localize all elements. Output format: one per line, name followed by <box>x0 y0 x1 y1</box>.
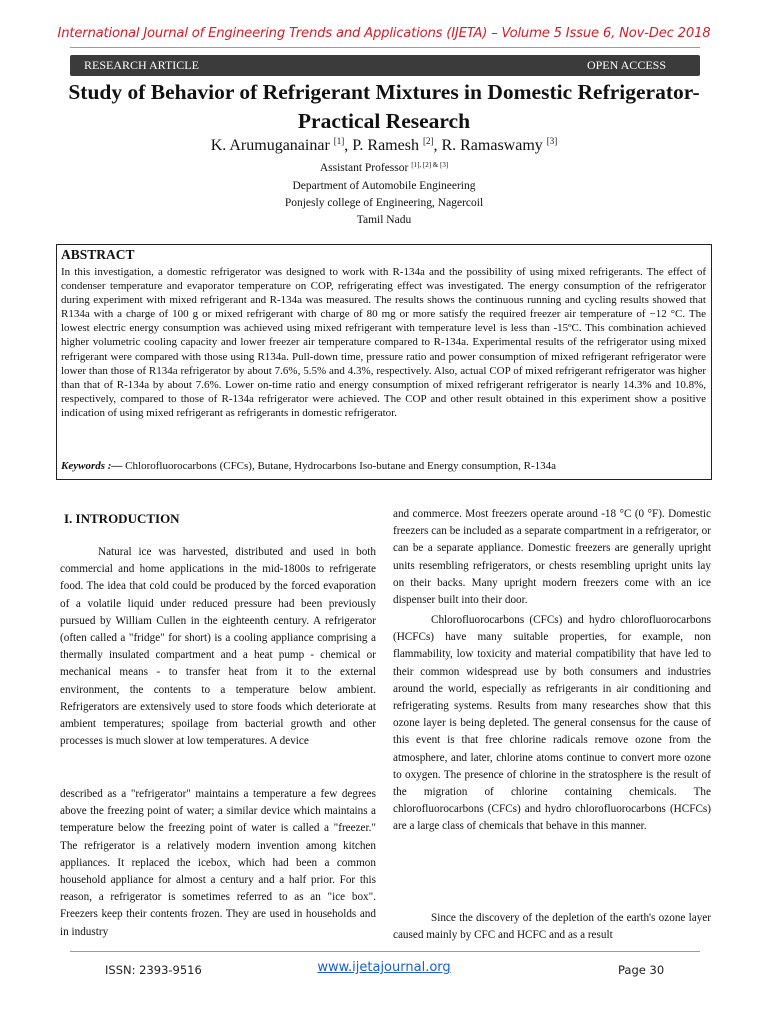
journal-website-link[interactable]: www.ijetajournal.org <box>317 960 451 975</box>
paragraph: Since the discovery of the depletion of the earth's ozone layer caused mainly by CFC and HCFC and as a result <box>393 912 711 942</box>
author-name: P. Ramesh <box>352 137 419 154</box>
open-access-label: OPEN ACCESS <box>586 58 666 72</box>
page-number: Page 30 <box>618 963 665 977</box>
intro-col2-para2 <box>393 612 711 836</box>
intro-col1-para2 <box>60 786 376 941</box>
author-list: K. Arumuganainar [1], P. Ramesh [2], R. Ramaswamy [3] <box>210 136 558 154</box>
intro-col2-para1 <box>393 506 711 609</box>
abstract-body: In this investigation, a domestic refrigerator was designed to work with R-134a and the possibility of using mixed refrigerants. The effect of condenser temperature and evaporator temperature on COP, refrigerating effect was investigated. The energy consumption of the refrigerator during experiment with mixed refrigerant and R-134a was measured. The results shows the continuous running and cycling results showed that R134a with a charge of 100 g or mixed refrigerant with charge of 80 mg or more satisfy the required freezer air temperature of −12 °C. The lowest electric energy consumption was achieved using mixed refrigerant with temperature level is less than -15ºC. This combination achieved higher volumetric cooling capacity and lower freezer air temperature compared to R-134a. Experimental results of the refrigerator using mixed refrigerant were compared with those using R134a. Pull-down time, pressure ratio and power consumption of mixed refrigerant refrigerator were lower than those of R134a refrigerator by about 7.6%, 5.5% and 4.3%, respectively. Also, actual COP of mixed refrigerant refrigerator was higher than that of R-134a by about 7.6%. Lower on-time ratio and energy consumption of mixed refrigerant refrigerator is nearly 14.3% and 10.8%, respectively, compared to those of R-134a refrigerator were achieved. The COP and other result obtained in this experiment show a positive indication of using mixed refrigerant as refrigerants in domestic refrigerator. <box>61 266 706 419</box>
paragraph: described as a "refrigerator" maintains a temperature a few degrees above the freezing point of water; a similar device which maintains a temperature below the freezing point of water is called a "freezer." The refrigerator is a relatively modern invention among kitchen appliances. It replaced the icebox, which had been a common household appliance for almost a century and a half prior. For this reason, a refrigerator is sometimes referred to as an "ice box". Freezers keep their contents frozen. They are used in households and in industry <box>60 788 376 938</box>
header-divider <box>70 47 700 48</box>
position-text: Assistant Professor <box>319 162 409 174</box>
paragraph: and commerce. Most freezers operate around -18 °C (0 °F). Domestic freezers can be included as a separate compartment in a refrigerator, or can be a separate appliance. Domestic freezers are generally upright units resembling refrigerators, or chests resembling upright units lay on their backs. Many upright modern freezers come with an ice dispenser built into their door. <box>393 508 711 607</box>
abstract-heading: ABSTRACT <box>61 247 135 262</box>
footer-divider <box>70 951 700 952</box>
department: Department of Automobile Engineering <box>292 180 476 192</box>
author-name: K. Arumuganainar <box>210 137 330 154</box>
state: Tamil Nadu <box>356 214 412 226</box>
author-ref: [3] <box>546 136 558 146</box>
paragraph: Chlorofluorocarbons (CFCs) and hydro chlorofluorocarbons (HCFCs) have many suitable properties, for example, non flammability, low toxicity and material compatibility that have led to their common widespread use by both consumers and industries around the world, especially as refrigerants in air conditioning and refrigerating systems. Results from many researches show that this ozone layer is being depleted. The general consensus for the cause of this event is that free chlorine radicals remove ozone from the atmosphere, and later, chlorine atoms continue to convert more ozone to oxygen. The presence of chlorine in the stratosphere is the result of the migration of chlorine containing chemicals. The chlorofluorocarbons (CFCs) and hydro chlorofluorocarbons (HCFCs) are a large class of chemicals that behave in this manner. <box>393 614 711 833</box>
college: Ponjesly college of Engineering, Nagercoil <box>284 197 484 209</box>
article-type-label: RESEARCH ARTICLE <box>84 58 199 72</box>
paragraph: Natural ice was harvested, distributed and used in both commercial and home applications in the mid-1800s to refrigerate food. The idea that cold could be produced by the forced evaporation of a volatile liquid under reduced pressure had been previously pursued by William Cullen in the eighteenth century. A refrigerator (often called a "fridge" for short) is a cooling appliance comprising a thermally insulated compartment and a heat pump - chemical or mechanical means - to transfer heat from it to the external environment, the contents to a temperature below ambient. Refrigerators are extensively used to store foods which deteriorate at ambient temperatures; spoilage from bacterial growth and other processes is much slower at low temperatures. A device <box>60 546 376 748</box>
author-ref: [2] <box>422 136 434 146</box>
intro-col1-para1 <box>60 544 376 750</box>
position-refs: [1], [2] & [3] <box>411 161 449 169</box>
keywords-label: Keywords :— <box>61 460 123 472</box>
author-ref: [1] <box>333 136 345 146</box>
paper-title: Study of Behavior of Refrigerant Mixtures in Domestic Refrigerator- Practical Research <box>68 80 700 133</box>
author-name: R. Ramaswamy <box>441 137 543 154</box>
article-band <box>70 55 700 76</box>
section-heading: I. INTRODUCTION <box>64 511 180 526</box>
intro-col2-para3 <box>393 910 711 944</box>
author-position <box>0 161 768 174</box>
keywords-text: Chlorofluorocarbons (CFCs), Butane, Hydrocarbons Iso-butane and Energy consumption, R-134a <box>122 460 557 472</box>
journal-title: International Journal of Engineering Trends and Applications (IJETA) – Volume 5 Issue 6, Nov-Dec 2018 <box>57 26 711 41</box>
keywords <box>61 459 706 473</box>
issn-label: ISSN: 2393-9516 <box>105 963 202 977</box>
